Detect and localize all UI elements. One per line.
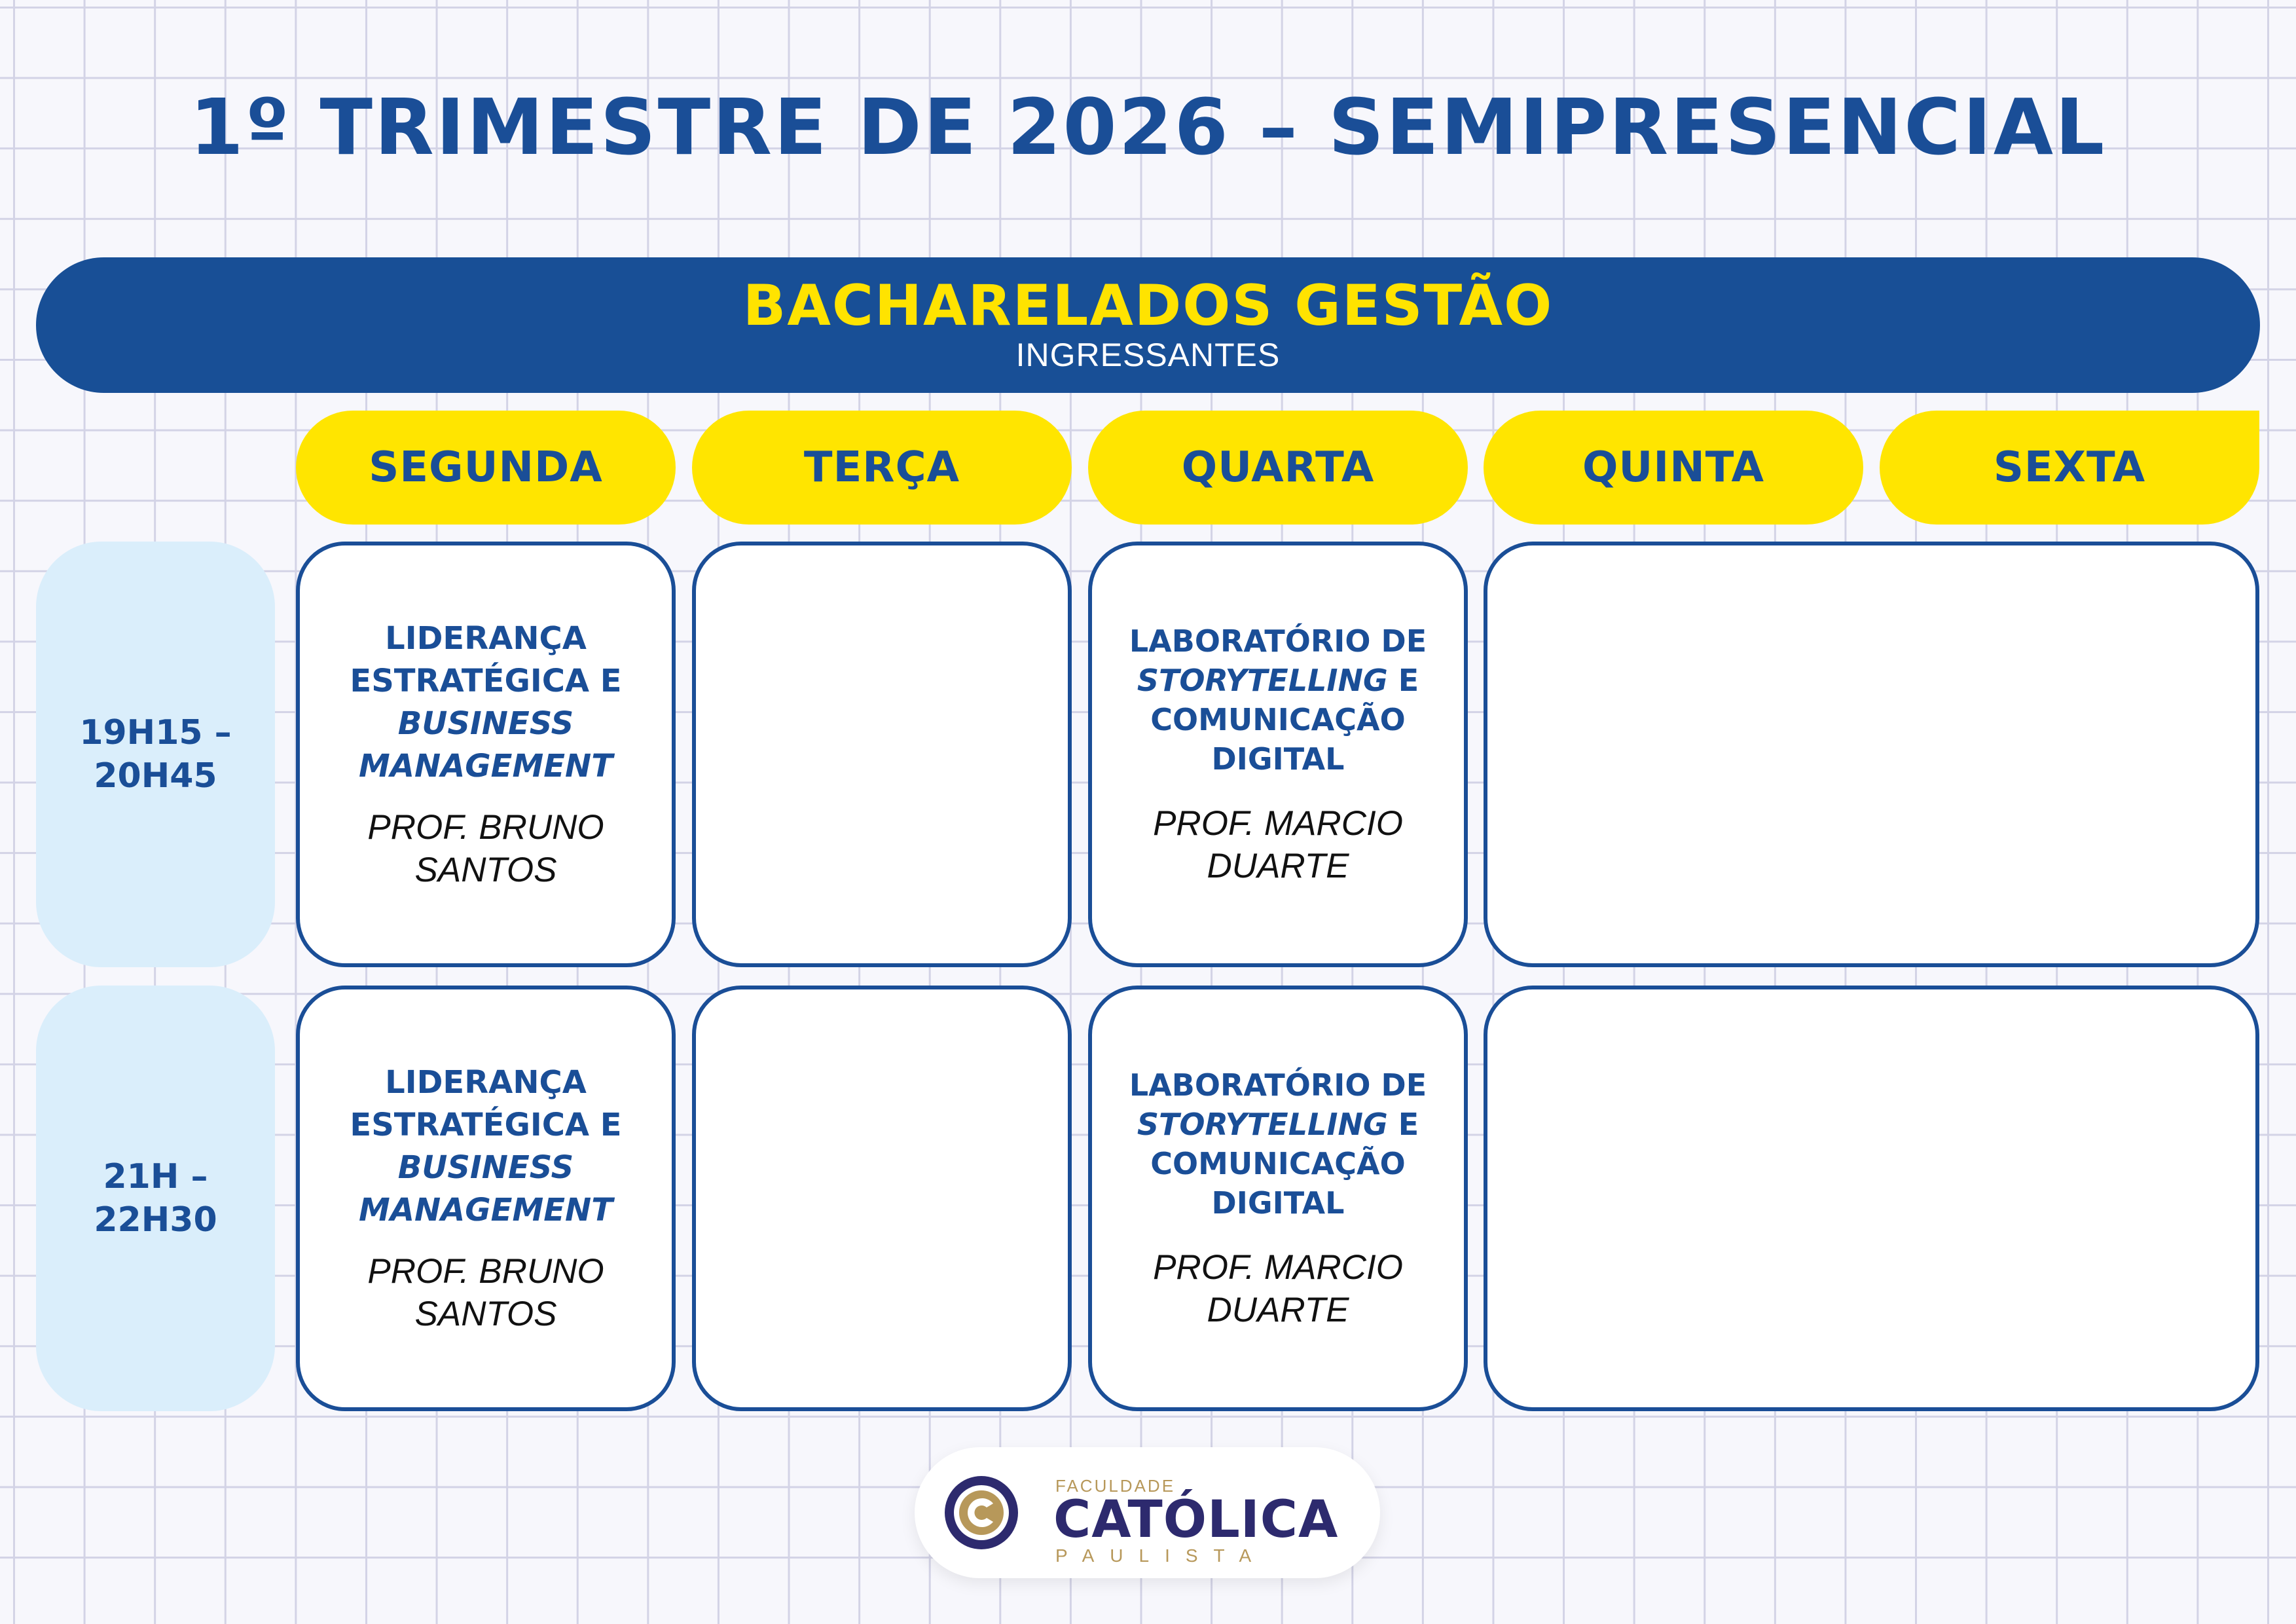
cell-wednesday-slot-2 bbox=[1088, 986, 1468, 1411]
course-line: ESTRATÉGICA E bbox=[350, 663, 622, 699]
course-line: BUSINESS bbox=[397, 705, 574, 742]
professor-line: PROF. BRUNO bbox=[367, 808, 604, 847]
professor-line: SANTOS bbox=[414, 1295, 557, 1333]
course-line-italic: STORYTELLING bbox=[1137, 663, 1388, 698]
time-slot-1-start: 19H15 – bbox=[79, 713, 232, 752]
course-line: MANAGEMENT bbox=[359, 1192, 613, 1228]
course-line: LIDERANÇA bbox=[385, 620, 587, 657]
course-line: COMUNICAÇÃO bbox=[1150, 702, 1406, 737]
professor-line: PROF. MARCIO bbox=[1153, 1248, 1403, 1287]
course-title bbox=[350, 618, 621, 788]
professor-line: PROF. BRUNO bbox=[367, 1252, 604, 1291]
cell-thursday-friday-slot-2 bbox=[1484, 986, 2259, 1411]
logo-faculdade-text: FACULDADE bbox=[1055, 1476, 1176, 1496]
professor-line: PROF. MARCIO bbox=[1153, 804, 1403, 843]
course-line-rest: E bbox=[1387, 663, 1419, 698]
time-slot-2 bbox=[36, 986, 275, 1411]
cell-thursday-friday-slot-1 bbox=[1484, 542, 2259, 967]
course-line: BUSINESS bbox=[397, 1149, 574, 1186]
time-slot-2-start: 21H – bbox=[103, 1157, 208, 1196]
professor-name bbox=[367, 1250, 604, 1335]
course-line: LABORATÓRIO DE bbox=[1129, 623, 1427, 659]
course-line: LABORATÓRIO DE bbox=[1129, 1067, 1427, 1103]
time-slot-2-end: 22H30 bbox=[94, 1200, 217, 1240]
course-line: LIDERANÇA bbox=[385, 1064, 587, 1101]
logo-catolica-text: CATÓLICA bbox=[1053, 1490, 1339, 1549]
course-title bbox=[1129, 1065, 1427, 1223]
course-line: DIGITAL bbox=[1211, 1185, 1345, 1221]
cell-wednesday-slot-1 bbox=[1088, 542, 1468, 967]
banner-title: BACHARELADOS GESTÃO bbox=[742, 273, 1554, 339]
professor-name bbox=[367, 806, 604, 891]
time-slot-1-end: 20H45 bbox=[94, 756, 217, 796]
professor-line: DUARTE bbox=[1207, 1291, 1349, 1329]
day-header-wednesday: QUARTA bbox=[1088, 411, 1468, 525]
professor-line: DUARTE bbox=[1207, 847, 1349, 885]
time-slot-1 bbox=[36, 542, 275, 967]
course-banner bbox=[36, 257, 2260, 393]
banner-subtitle: INGRESSANTES bbox=[1015, 337, 1281, 373]
course-line bbox=[1129, 1105, 1427, 1144]
professor-name bbox=[1153, 1246, 1403, 1331]
day-header-monday: SEGUNDA bbox=[296, 411, 676, 525]
day-header-thursday: QUINTA bbox=[1484, 411, 1863, 525]
course-title bbox=[1129, 621, 1427, 779]
course-line-rest: E bbox=[1387, 1107, 1419, 1142]
logo-paulista-text: PAULISTA bbox=[1055, 1545, 1267, 1566]
cell-monday-slot-2 bbox=[296, 986, 676, 1411]
course-line: MANAGEMENT bbox=[359, 748, 613, 784]
course-title bbox=[350, 1061, 621, 1232]
cell-tuesday-slot-1 bbox=[692, 542, 1072, 967]
cell-monday-slot-1 bbox=[296, 542, 676, 967]
page-title: 1º TRIMESTRE DE 2026 – SEMIPRESENCIAL bbox=[189, 82, 2107, 172]
course-line: ESTRATÉGICA E bbox=[350, 1107, 622, 1143]
faculdade-catolica-c-logo-icon bbox=[941, 1472, 1022, 1553]
professor-line: SANTOS bbox=[414, 851, 557, 889]
course-line bbox=[1129, 661, 1427, 700]
professor-name bbox=[1153, 802, 1403, 887]
day-header-tuesday: TERÇA bbox=[692, 411, 1072, 525]
institution-logo bbox=[915, 1447, 1380, 1578]
course-line-italic: STORYTELLING bbox=[1137, 1107, 1388, 1142]
course-line: COMUNICAÇÃO bbox=[1150, 1146, 1406, 1181]
cell-tuesday-slot-2 bbox=[692, 986, 1072, 1411]
course-line: DIGITAL bbox=[1211, 741, 1345, 777]
day-header-friday: SEXTA bbox=[1880, 411, 2259, 525]
